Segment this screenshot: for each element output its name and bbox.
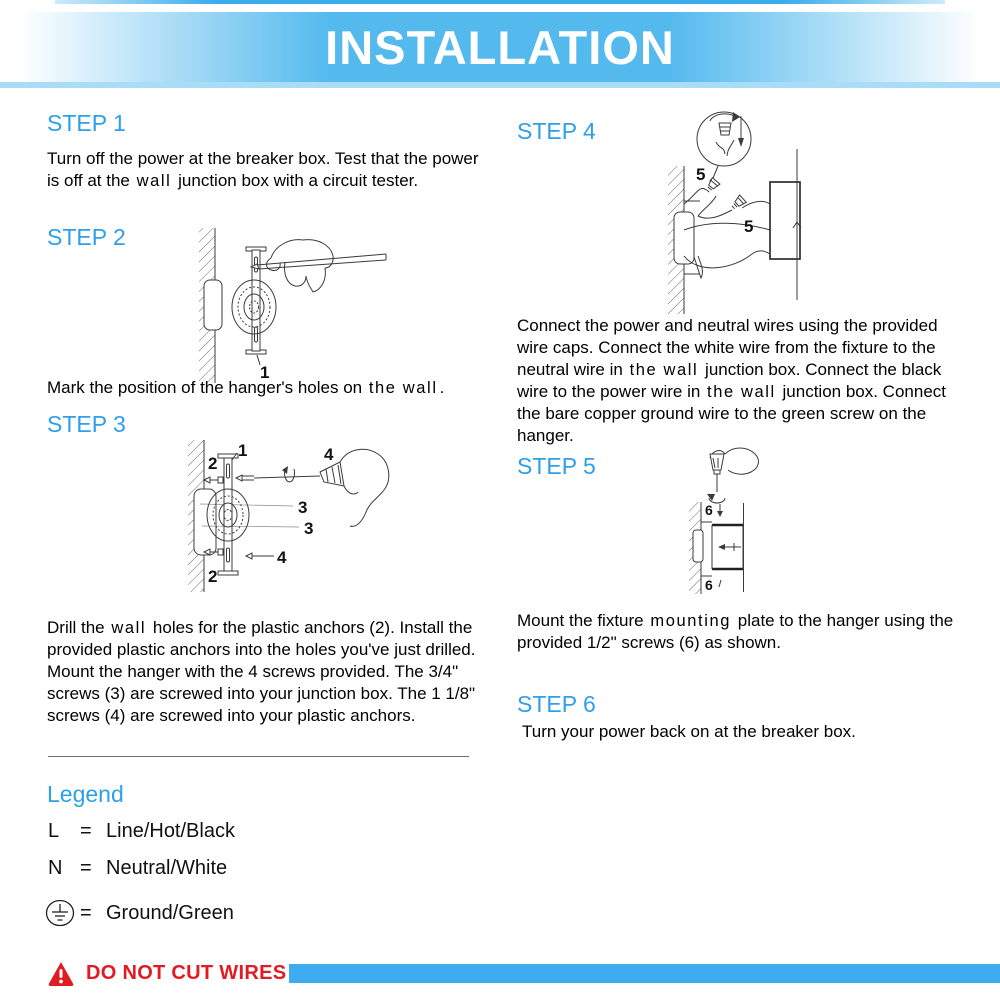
legend-equals: = [80,820,92,842]
legend-symbol: L [48,820,60,842]
page-title: INSTALLATION [325,20,675,74]
step2-caption: Mark the position of the hanger's holes on the wall . [47,378,445,397]
figure-label: 6 [705,502,713,518]
legend-equals: = [80,901,92,924]
figure-label: 6 [705,577,713,593]
figure-label: 5 [744,217,754,236]
ground-icon [44,897,76,929]
wires [684,188,770,278]
step1-text: Turn off the power at the breaker box. Test that the power is off at the wall junction box with a circuit tester. [47,149,479,190]
legend-symbol: N [48,857,63,879]
legend-row-neutral [48,857,227,880]
screw-4-callout [246,553,274,559]
wall-drawing [199,228,222,383]
step3-figure [178,436,403,608]
step4-figure [640,104,940,314]
step6-text: Turn your power back on at the breaker box. [522,722,856,741]
junction-box [194,489,216,555]
step3-text: Drill the wall holes for the plastic anchors (2). Install the provided plastic anchors into the holes you've just drilled. Mount the hanger with the 4 screws provided. The 3/4" screws (3) are screwed into your junction box. The 1 1/8" screws (4) are screwed into your plastic anchors. [47,618,476,725]
fixture-plate [770,149,801,300]
warning-bar [289,964,1000,983]
hand-with-pencil [251,240,386,292]
wire-cap-screw-b [730,195,746,211]
step2-figure [193,228,428,383]
hanger-drawing [232,247,276,354]
mounting-plate [712,503,744,592]
legend-row-line [48,820,235,843]
header-banner [0,12,1000,88]
step6-heading: STEP 6 [517,691,596,717]
junction-box [204,280,222,330]
figure-label: 3 [304,519,314,538]
section-divider [48,756,469,757]
anchor-screw-upper [204,477,223,483]
step4-text: Connect the power and neutral wires using the provided wire caps. Connect the white wire from the fixture to the neutral wire in the wall junction box. Connect the black wire to the power wire in the wall junction box. Connect the bare copper ground wire to the green screw on the hanger. [517,316,946,445]
wire-cap-screw-a [704,178,720,194]
screwdriver-hand [707,448,758,517]
figure-label: 1 [238,441,248,460]
figure-label: 3 [298,498,308,517]
figure-label: 4 [277,548,287,567]
legend-desc: Neutral/White [106,857,228,879]
screwdriver-hand [236,449,389,526]
legend-row-ground [44,897,234,929]
legend-desc: Ground/Green [106,901,234,924]
warning-icon [47,959,75,988]
figure-label: 5 [696,165,706,184]
step5-figure [655,446,785,604]
wall-drawing [668,166,700,314]
figure-label: 1 [260,363,270,382]
warning-text: DO NOT CUT WIRES [86,962,287,984]
legend-desc: Line/Hot/Black [106,820,235,842]
figure-label: 4 [324,445,334,464]
legend-heading: Legend [47,781,124,807]
step2-heading: STEP 2 [47,224,126,250]
figure-label: 2 [208,567,218,586]
junction-box [693,530,703,562]
step1-heading: STEP 1 [47,110,126,136]
step3-heading: STEP 3 [47,411,126,437]
step4-heading: STEP 4 [517,118,596,144]
step5-text: Mount the fixture mounting plate to the hanger using the provided 1/2" screws (6) as shown. [517,611,954,652]
legend-equals: = [80,857,92,879]
header-top-strip [55,0,945,4]
step5-heading: STEP 5 [517,453,596,479]
figure-label: 2 [208,454,218,473]
